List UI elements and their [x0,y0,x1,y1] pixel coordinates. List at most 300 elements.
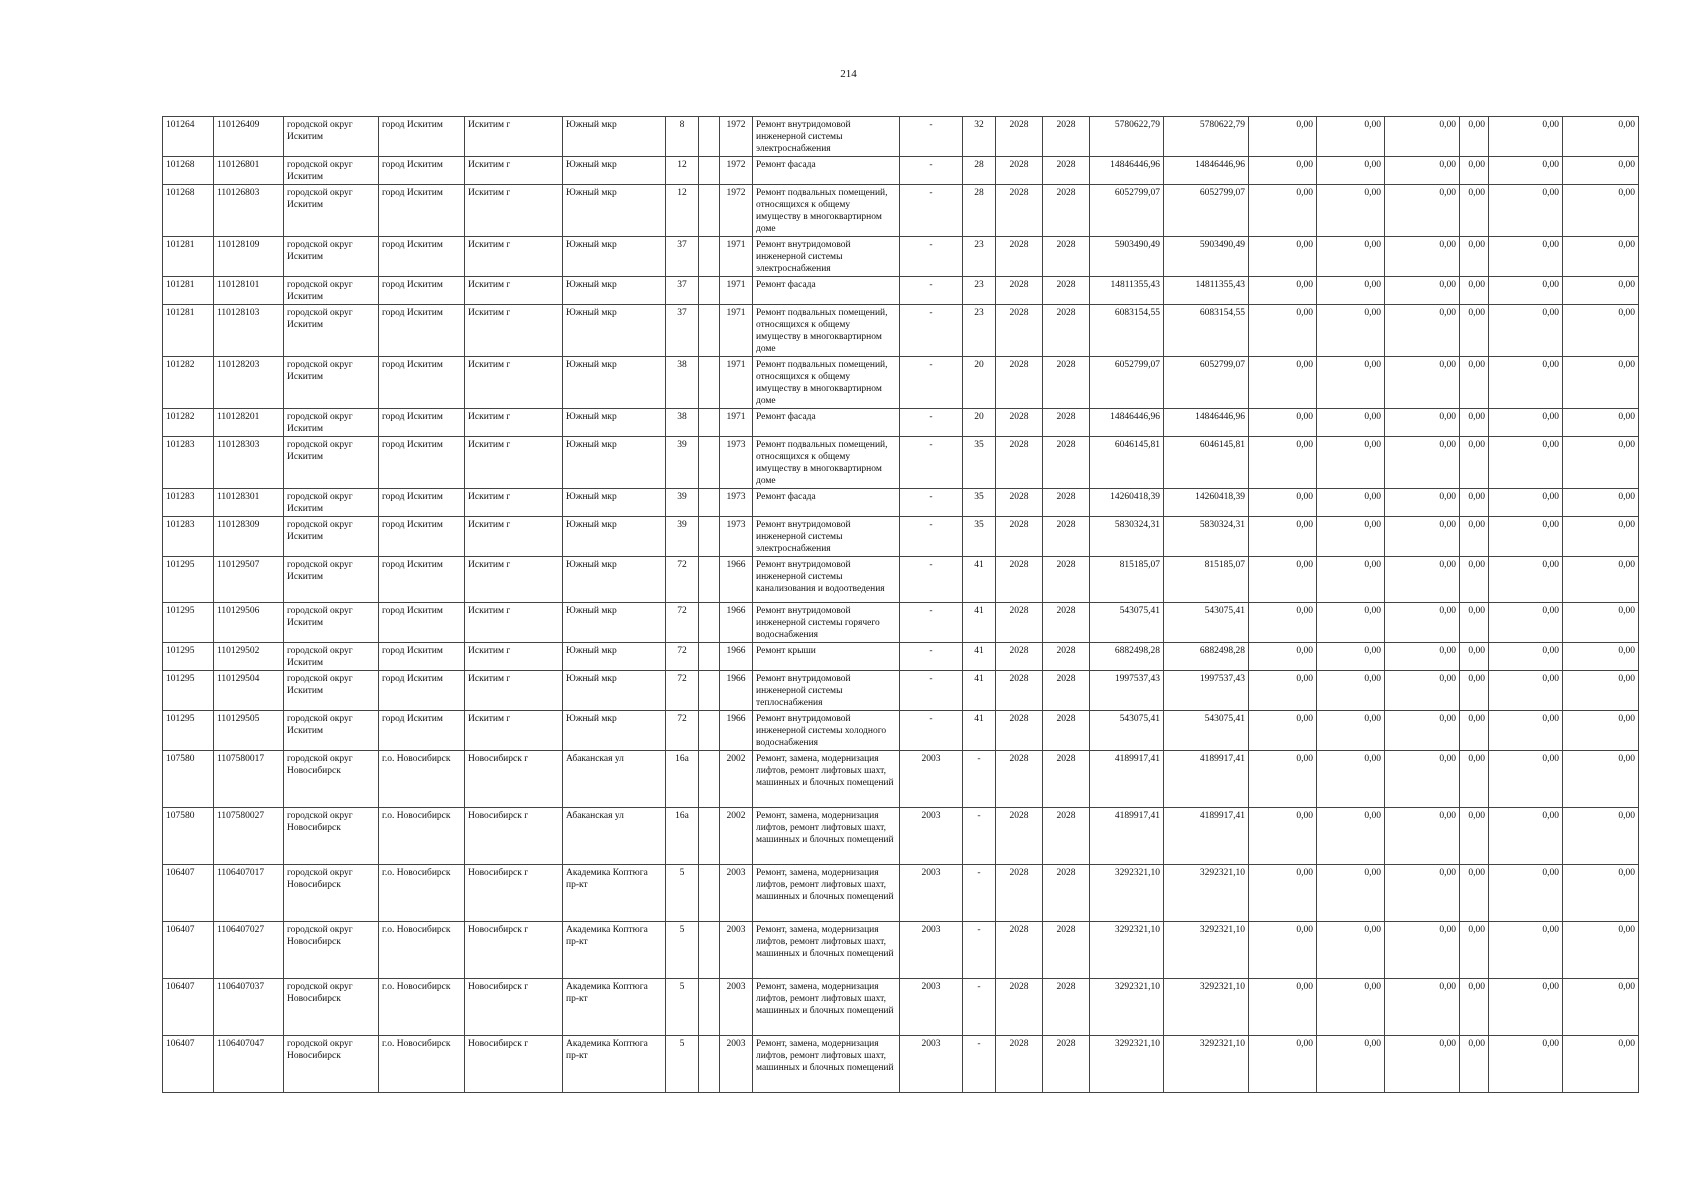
cell-plan-year-end: 2028 [1043,557,1090,603]
cell-year-prior-repair: 2003 [900,808,963,865]
cell-settlement: город Искитим [379,357,465,409]
table-row [163,185,1639,237]
cell-municipal-district: городской округ Искитим [284,185,379,237]
cell-cost-federal: 0,00 [1249,357,1317,409]
cell-total-cost: 815185,07 [1090,557,1164,603]
cell-cost-regional-budget: 0,00 [1317,711,1385,751]
cell-plan-year-start: 2028 [996,157,1043,185]
cell-locality: Новосибирск г [465,865,563,922]
cell-house-number: 5 [666,979,699,1036]
cell-street: Южный мкр [563,305,666,357]
cell-cost-owners: 0,00 [1489,808,1563,865]
cell-house-number: 5 [666,1036,699,1093]
cell-settlement: город Искитим [379,185,465,237]
cell-year-built: 1973 [720,489,753,517]
cell-house-number: 37 [666,305,699,357]
cell-cost-other: 0,00 [1460,671,1489,711]
cell-work-code: 1106407017 [214,865,284,922]
cell-cost-federal: 0,00 [1249,237,1317,277]
cell-house-number: 5 [666,922,699,979]
cell-year-prior-repair: 2003 [900,751,963,808]
cell-cost-federal: 0,00 [1249,557,1317,603]
cell-housing-corpus [699,157,720,185]
cell-house-code: 101281 [163,277,214,305]
cell-street: Академика Коптюга пр-кт [563,922,666,979]
cell-plan-year-end: 2028 [1043,603,1090,643]
cell-wear-percent: 41 [963,557,996,603]
cell-plan-year-start: 2028 [996,643,1043,671]
cell-housing-corpus [699,117,720,157]
cell-year-prior-repair: - [900,357,963,409]
cell-plan-year-start: 2028 [996,603,1043,643]
cell-plan-year-start: 2028 [996,237,1043,277]
cell-settlement: город Искитим [379,117,465,157]
cell-housing-corpus [699,517,720,557]
cell-work-code: 110128103 [214,305,284,357]
cell-cost-local-budget: 0,00 [1385,979,1460,1036]
cell-year-built: 2003 [720,979,753,1036]
cell-cost-regional-budget: 0,00 [1317,277,1385,305]
cell-locality: Искитим г [465,517,563,557]
cell-housing-corpus [699,808,720,865]
cell-total-cost: 6882498,28 [1090,643,1164,671]
table-row [163,409,1639,437]
cell-house-number: 72 [666,557,699,603]
cell-cost-other: 0,00 [1460,409,1489,437]
cell-cost-regional-budget: 0,00 [1317,305,1385,357]
cell-house-code: 101268 [163,185,214,237]
cell-work-code: 110128309 [214,517,284,557]
cell-house-code: 106407 [163,1036,214,1093]
cell-cost-owners: 0,00 [1489,711,1563,751]
cell-cost-extra: 0,00 [1563,277,1639,305]
cell-plan-year-start: 2028 [996,357,1043,409]
table-row [163,489,1639,517]
cell-cost-other: 0,00 [1460,305,1489,357]
cell-plan-year-end: 2028 [1043,237,1090,277]
cell-house-number: 39 [666,517,699,557]
cell-cost-extra: 0,00 [1563,409,1639,437]
cell-housing-corpus [699,357,720,409]
cell-settlement: город Искитим [379,557,465,603]
cell-cost-extra: 0,00 [1563,643,1639,671]
cell-cost-local-budget: 0,00 [1385,808,1460,865]
cell-house-code: 101283 [163,517,214,557]
cell-total-cost: 6052799,07 [1090,185,1164,237]
cell-total-cost: 1997537,43 [1090,671,1164,711]
cell-house-code: 101283 [163,437,214,489]
cell-plan-year-end: 2028 [1043,865,1090,922]
cell-locality: Искитим г [465,643,563,671]
cell-housing-corpus [699,489,720,517]
cell-settlement: город Искитим [379,643,465,671]
cell-housing-corpus [699,643,720,671]
cell-cost-regional-budget: 0,00 [1317,643,1385,671]
cell-cost-regional-budget: 0,00 [1317,489,1385,517]
cell-cost-regional-fund: 14846446,96 [1164,157,1249,185]
cell-cost-federal: 0,00 [1249,117,1317,157]
cell-cost-federal: 0,00 [1249,517,1317,557]
cell-total-cost: 4189917,41 [1090,808,1164,865]
cell-cost-federal: 0,00 [1249,489,1317,517]
cell-plan-year-end: 2028 [1043,489,1090,517]
table-body [163,117,1639,1093]
cell-house-code: 101295 [163,557,214,603]
cell-work-type: Ремонт подвальных помещений, относящихся к общему имуществу в многоквартирном доме [753,185,900,237]
cell-municipal-district: городской округ Искитим [284,671,379,711]
cell-plan-year-start: 2028 [996,489,1043,517]
cell-municipal-district: городской округ Искитим [284,357,379,409]
cell-cost-local-budget: 0,00 [1385,357,1460,409]
cell-cost-federal: 0,00 [1249,1036,1317,1093]
cell-wear-percent: 35 [963,489,996,517]
cell-cost-local-budget: 0,00 [1385,185,1460,237]
cell-wear-percent: 41 [963,643,996,671]
cell-work-code: 110129504 [214,671,284,711]
cell-work-type: Ремонт подвальных помещений, относящихся к общему имуществу в многоквартирном доме [753,437,900,489]
cell-cost-federal: 0,00 [1249,751,1317,808]
cell-cost-regional-budget: 0,00 [1317,185,1385,237]
cell-work-type: Ремонт фасада [753,157,900,185]
cell-work-code: 110129505 [214,711,284,751]
cell-municipal-district: городской округ Новосибирск [284,808,379,865]
cell-street: Абаканская ул [563,751,666,808]
cell-cost-federal: 0,00 [1249,979,1317,1036]
cell-year-prior-repair: 2003 [900,979,963,1036]
table-row [163,557,1639,603]
cell-total-cost: 3292321,10 [1090,865,1164,922]
cell-cost-other: 0,00 [1460,865,1489,922]
cell-work-code: 110128303 [214,437,284,489]
cell-cost-local-budget: 0,00 [1385,237,1460,277]
cell-cost-regional-fund: 3292321,10 [1164,1036,1249,1093]
cell-cost-local-budget: 0,00 [1385,437,1460,489]
cell-cost-regional-budget: 0,00 [1317,979,1385,1036]
cell-year-built: 2002 [720,751,753,808]
cell-locality: Новосибирск г [465,808,563,865]
cell-cost-regional-budget: 0,00 [1317,671,1385,711]
cell-settlement: город Искитим [379,305,465,357]
cell-wear-percent: 41 [963,711,996,751]
cell-municipal-district: городской округ Искитим [284,409,379,437]
cell-plan-year-start: 2028 [996,277,1043,305]
cell-cost-regional-fund: 4189917,41 [1164,808,1249,865]
cell-street: Абаканская ул [563,808,666,865]
cell-cost-extra: 0,00 [1563,711,1639,751]
cell-cost-other: 0,00 [1460,237,1489,277]
cell-wear-percent: 35 [963,437,996,489]
cell-cost-local-budget: 0,00 [1385,157,1460,185]
cell-locality: Искитим г [465,237,563,277]
cell-municipal-district: городской округ Искитим [284,437,379,489]
cell-work-code: 110129507 [214,557,284,603]
cell-house-number: 37 [666,277,699,305]
cell-house-code: 101295 [163,643,214,671]
cell-cost-extra: 0,00 [1563,671,1639,711]
cell-year-prior-repair: - [900,305,963,357]
cell-total-cost: 14260418,39 [1090,489,1164,517]
cell-cost-extra: 0,00 [1563,305,1639,357]
cell-locality: Новосибирск г [465,751,563,808]
cell-plan-year-end: 2028 [1043,979,1090,1036]
cell-settlement: город Искитим [379,409,465,437]
cell-cost-other: 0,00 [1460,437,1489,489]
cell-year-built: 1973 [720,437,753,489]
cell-cost-owners: 0,00 [1489,671,1563,711]
cell-work-code: 110128203 [214,357,284,409]
cell-cost-owners: 0,00 [1489,557,1563,603]
cell-house-number: 38 [666,409,699,437]
cell-housing-corpus [699,557,720,603]
cell-cost-owners: 0,00 [1489,517,1563,557]
cell-cost-other: 0,00 [1460,277,1489,305]
cell-work-type: Ремонт подвальных помещений, относящихся к общему имуществу в многоквартирном доме [753,357,900,409]
cell-municipal-district: городской округ Искитим [284,489,379,517]
cell-settlement: г.о. Новосибирск [379,979,465,1036]
cell-cost-local-budget: 0,00 [1385,603,1460,643]
cell-cost-regional-fund: 815185,07 [1164,557,1249,603]
cell-street: Южный мкр [563,603,666,643]
cell-year-built: 1973 [720,517,753,557]
cell-cost-local-budget: 0,00 [1385,1036,1460,1093]
cell-plan-year-start: 2028 [996,671,1043,711]
cell-housing-corpus [699,437,720,489]
cell-work-code: 110129506 [214,603,284,643]
cell-cost-federal: 0,00 [1249,643,1317,671]
cell-cost-other: 0,00 [1460,711,1489,751]
cell-cost-federal: 0,00 [1249,305,1317,357]
cell-municipal-district: городской округ Новосибирск [284,922,379,979]
cell-cost-federal: 0,00 [1249,671,1317,711]
cell-cost-local-budget: 0,00 [1385,409,1460,437]
cell-plan-year-end: 2028 [1043,711,1090,751]
cell-cost-owners: 0,00 [1489,865,1563,922]
cell-year-prior-repair: - [900,237,963,277]
cell-cost-regional-budget: 0,00 [1317,751,1385,808]
cell-year-prior-repair: 2003 [900,865,963,922]
table-row [163,237,1639,277]
cell-cost-federal: 0,00 [1249,922,1317,979]
cell-year-prior-repair: - [900,671,963,711]
cell-housing-corpus [699,277,720,305]
cell-work-code: 110128109 [214,237,284,277]
cell-year-prior-repair: - [900,157,963,185]
cell-work-code: 110128301 [214,489,284,517]
cell-house-code: 101283 [163,489,214,517]
cell-street: Южный мкр [563,671,666,711]
cell-year-built: 1971 [720,305,753,357]
cell-street: Академика Коптюга пр-кт [563,1036,666,1093]
cell-wear-percent: 35 [963,517,996,557]
cell-house-number: 37 [666,237,699,277]
cell-wear-percent: 41 [963,603,996,643]
cell-housing-corpus [699,409,720,437]
cell-cost-federal: 0,00 [1249,157,1317,185]
cell-settlement: город Искитим [379,277,465,305]
cell-cost-extra: 0,00 [1563,979,1639,1036]
cell-cost-local-budget: 0,00 [1385,305,1460,357]
cell-cost-regional-fund: 6052799,07 [1164,357,1249,409]
cell-street: Южный мкр [563,237,666,277]
cell-work-type: Ремонт, замена, модернизация лифтов, ремонт лифтовых шахт, машинных и блочных помещений [753,1036,900,1093]
cell-year-prior-repair: - [900,603,963,643]
cell-total-cost: 3292321,10 [1090,922,1164,979]
cell-locality: Искитим г [465,409,563,437]
cell-street: Академика Коптюга пр-кт [563,979,666,1036]
cell-cost-extra: 0,00 [1563,922,1639,979]
cell-street: Южный мкр [563,277,666,305]
cell-cost-regional-budget: 0,00 [1317,517,1385,557]
cell-cost-owners: 0,00 [1489,277,1563,305]
cell-cost-other: 0,00 [1460,557,1489,603]
cell-total-cost: 5903490,49 [1090,237,1164,277]
table-row [163,808,1639,865]
cell-year-prior-repair: - [900,185,963,237]
cell-cost-other: 0,00 [1460,1036,1489,1093]
cell-street: Южный мкр [563,409,666,437]
cell-locality: Искитим г [465,277,563,305]
cell-total-cost: 543075,41 [1090,711,1164,751]
cell-street: Южный мкр [563,643,666,671]
cell-wear-percent: 23 [963,277,996,305]
table-row [163,922,1639,979]
cell-plan-year-start: 2028 [996,117,1043,157]
capital-repair-register-table [162,116,1639,1093]
table-row [163,979,1639,1036]
cell-year-built: 1971 [720,277,753,305]
cell-municipal-district: городской округ Искитим [284,643,379,671]
cell-cost-local-budget: 0,00 [1385,922,1460,979]
cell-house-number: 5 [666,865,699,922]
cell-cost-extra: 0,00 [1563,1036,1639,1093]
cell-plan-year-end: 2028 [1043,922,1090,979]
cell-house-code: 101282 [163,357,214,409]
cell-house-code: 101268 [163,157,214,185]
cell-year-prior-repair: - [900,489,963,517]
cell-year-prior-repair: - [900,711,963,751]
cell-cost-regional-fund: 5830324,31 [1164,517,1249,557]
cell-plan-year-start: 2028 [996,922,1043,979]
cell-cost-owners: 0,00 [1489,157,1563,185]
cell-cost-other: 0,00 [1460,922,1489,979]
cell-locality: Искитим г [465,711,563,751]
cell-total-cost: 14846446,96 [1090,157,1164,185]
cell-housing-corpus [699,603,720,643]
cell-cost-local-budget: 0,00 [1385,117,1460,157]
cell-plan-year-start: 2028 [996,1036,1043,1093]
cell-street: Южный мкр [563,517,666,557]
cell-cost-regional-fund: 3292321,10 [1164,922,1249,979]
cell-work-code: 110126803 [214,185,284,237]
cell-plan-year-end: 2028 [1043,409,1090,437]
cell-cost-extra: 0,00 [1563,517,1639,557]
cell-total-cost: 3292321,10 [1090,979,1164,1036]
table-row [163,711,1639,751]
cell-work-type: Ремонт, замена, модернизация лифтов, ремонт лифтовых шахт, машинных и блочных помещений [753,751,900,808]
cell-municipal-district: городской округ Искитим [284,711,379,751]
cell-plan-year-start: 2028 [996,808,1043,865]
page-number: 214 [840,68,857,80]
cell-cost-regional-budget: 0,00 [1317,357,1385,409]
cell-cost-extra: 0,00 [1563,489,1639,517]
cell-year-built: 1966 [720,711,753,751]
cell-plan-year-end: 2028 [1043,157,1090,185]
cell-cost-local-budget: 0,00 [1385,751,1460,808]
cell-cost-local-budget: 0,00 [1385,671,1460,711]
cell-cost-other: 0,00 [1460,157,1489,185]
cell-year-prior-repair: 2003 [900,922,963,979]
cell-house-number: 39 [666,489,699,517]
cell-work-code: 1106407027 [214,922,284,979]
cell-total-cost: 14811355,43 [1090,277,1164,305]
cell-cost-other: 0,00 [1460,517,1489,557]
cell-cost-extra: 0,00 [1563,751,1639,808]
cell-year-built: 2003 [720,865,753,922]
cell-street: Южный мкр [563,711,666,751]
cell-cost-other: 0,00 [1460,643,1489,671]
cell-cost-regional-fund: 543075,41 [1164,603,1249,643]
cell-cost-regional-budget: 0,00 [1317,117,1385,157]
cell-housing-corpus [699,922,720,979]
cell-work-type: Ремонт внутридомовой инженерной системы электроснабжения [753,117,900,157]
cell-work-code: 110128201 [214,409,284,437]
cell-street: Южный мкр [563,557,666,603]
cell-street: Южный мкр [563,489,666,517]
cell-settlement: город Искитим [379,711,465,751]
cell-plan-year-start: 2028 [996,979,1043,1036]
cell-year-built: 1966 [720,603,753,643]
cell-year-built: 1966 [720,643,753,671]
table-row [163,157,1639,185]
table-row [163,357,1639,409]
cell-cost-federal: 0,00 [1249,711,1317,751]
cell-housing-corpus [699,979,720,1036]
cell-year-built: 1972 [720,157,753,185]
cell-year-built: 1972 [720,185,753,237]
cell-cost-federal: 0,00 [1249,808,1317,865]
cell-house-code: 101281 [163,305,214,357]
cell-cost-owners: 0,00 [1489,489,1563,517]
cell-plan-year-end: 2028 [1043,185,1090,237]
cell-cost-owners: 0,00 [1489,117,1563,157]
cell-settlement: город Искитим [379,489,465,517]
cell-plan-year-end: 2028 [1043,517,1090,557]
cell-cost-regional-fund: 543075,41 [1164,711,1249,751]
cell-plan-year-end: 2028 [1043,751,1090,808]
cell-cost-extra: 0,00 [1563,865,1639,922]
cell-cost-extra: 0,00 [1563,437,1639,489]
cell-plan-year-end: 2028 [1043,643,1090,671]
cell-work-type: Ремонт внутридомовой инженерной системы электроснабжения [753,237,900,277]
cell-house-code: 101264 [163,117,214,157]
cell-year-built: 1966 [720,557,753,603]
cell-house-code: 106407 [163,865,214,922]
cell-work-type: Ремонт подвальных помещений, относящихся к общему имуществу в многоквартирном доме [753,305,900,357]
cell-work-type: Ремонт внутридомовой инженерной системы горячего водоснабжения [753,603,900,643]
cell-total-cost: 6052799,07 [1090,357,1164,409]
cell-work-type: Ремонт внутридомовой инженерной системы канализования и водоотведения [753,557,900,603]
cell-cost-other: 0,00 [1460,808,1489,865]
cell-locality: Искитим г [465,117,563,157]
cell-cost-regional-fund: 3292321,10 [1164,979,1249,1036]
cell-year-prior-repair: - [900,643,963,671]
cell-locality: Искитим г [465,157,563,185]
cell-housing-corpus [699,751,720,808]
cell-locality: Новосибирск г [465,1036,563,1093]
cell-cost-regional-budget: 0,00 [1317,557,1385,603]
table-row [163,671,1639,711]
cell-house-number: 12 [666,185,699,237]
